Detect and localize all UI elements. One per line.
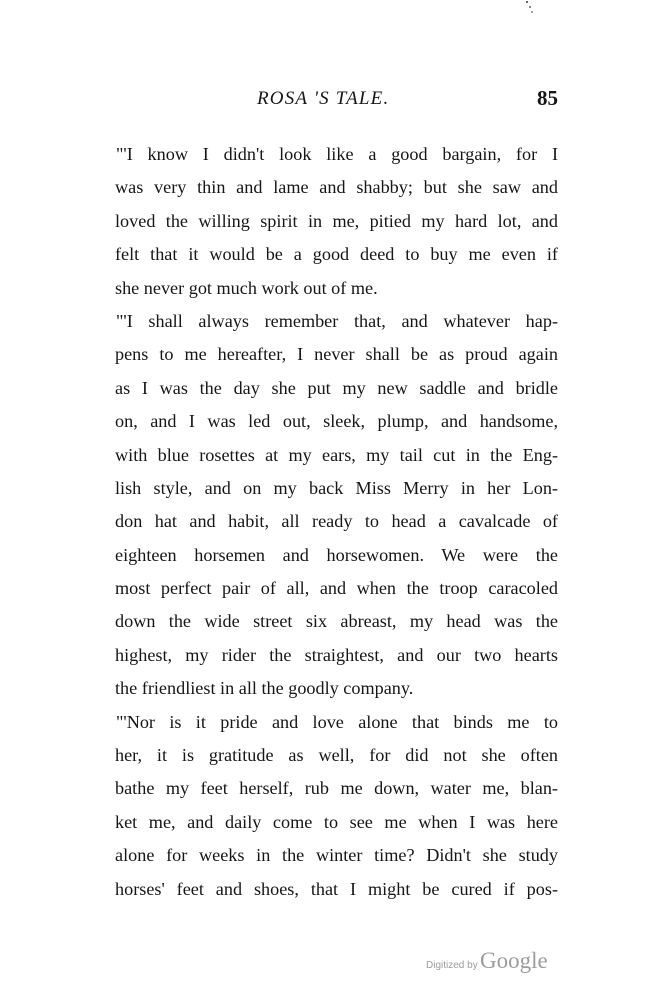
- text-line: horses' feet and shoes, that I might be cured if pos-: [115, 878, 558, 899]
- scan-speck-mark: [524, 0, 534, 14]
- text-line: loved the willing spirit in me, pitied my hard lot, and: [115, 210, 558, 231]
- text-line: with blue rosettes at my ears, my tail cut in the Eng-: [115, 444, 558, 465]
- text-line: eighteen horsemen and horsewomen. We were the: [115, 544, 558, 565]
- page-number: 85: [537, 86, 558, 110]
- text-line: felt that it would be a good deed to buy me even if: [115, 244, 558, 265]
- text-line: ket me, and daily come to see me when I was here: [115, 811, 558, 832]
- running-head: [115, 88, 558, 118]
- text-line: "'I shall always remember that, and whatever hap-: [116, 310, 558, 331]
- text-line: was very thin and lame and shabby; but she saw and: [115, 177, 558, 198]
- text-line: lish style, and on my back Miss Merry in her Lon-: [115, 477, 558, 498]
- text-line: alone for weeks in the winter time? Didn't she study: [115, 845, 558, 866]
- text-line: highest, my rider the straightest, and our two hearts: [115, 644, 558, 665]
- text-line: she never got much work out of me.: [115, 277, 378, 298]
- text-line: don hat and habit, all ready to head a cavalcade of: [115, 511, 558, 532]
- digitized-by-google-watermark: [426, 950, 558, 976]
- google-logo: Google: [480, 948, 548, 973]
- text-line: the friendliest in all the goodly company.: [115, 678, 414, 699]
- text-line: pens to me hereafter, I never shall be as proud again: [115, 344, 558, 365]
- text-line: as I was the day she put my new saddle and bridle: [115, 377, 558, 398]
- text-line: most perfect pair of all, and when the troop caracoled: [115, 578, 558, 599]
- text-line: bathe my feet herself, rub me down, water me, blan-: [115, 778, 558, 799]
- body-text: [115, 138, 558, 906]
- text-line: her, it is gratitude as well, for did not she often: [115, 745, 558, 766]
- text-line: "'I know I didn't look like a good bargain, for I: [116, 144, 558, 164]
- text-line: on, and I was led out, sleek, plump, and handsome,: [115, 411, 558, 432]
- text-line: down the wide street six abreast, my head was the: [115, 611, 558, 632]
- running-title: ROSA 'S TALE.: [257, 88, 390, 109]
- text-line: "'Nor is it pride and love alone that binds me to: [116, 711, 558, 732]
- watermark-prefix: Digitized by: [426, 960, 478, 971]
